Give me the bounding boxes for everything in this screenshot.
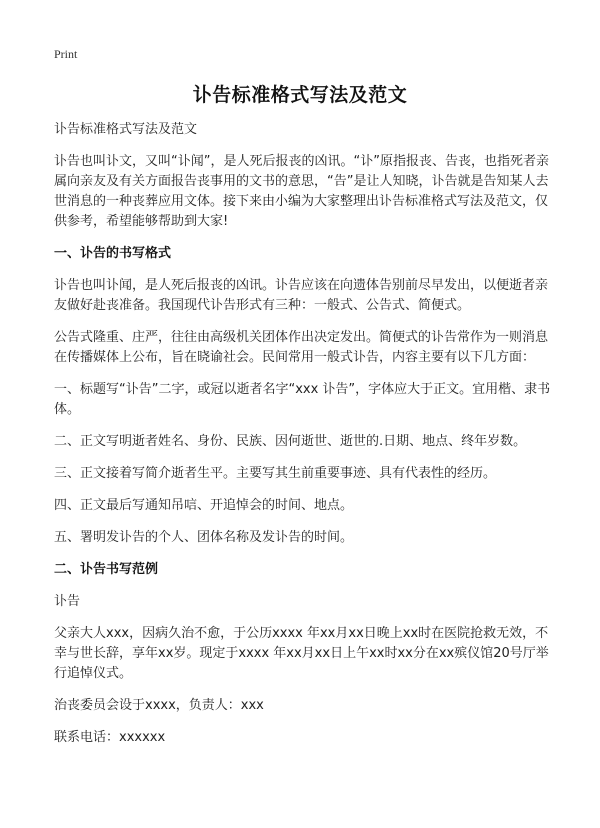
- format-item-4: 四、正文最后写通知吊唁、开追悼会的时间、地点。: [54, 498, 354, 513]
- section-heading-example: 二、讣告书写范例: [54, 562, 159, 577]
- page-title: 讣告标准格式写法及范文: [192, 84, 408, 106]
- section-heading-format: 一、讣告的书写格式: [54, 246, 172, 261]
- format-item-5: 五、署明发讣告的个人、团体名称及发讣告的时间。: [54, 530, 354, 545]
- print-link[interactable]: Print: [54, 47, 78, 61]
- intro-paragraph: 讣告也叫讣文，又叫“讣闻”，是人死后报丧的凶讯。“讣”原指报丧、告丧，也指死者亲属向亲友及有关方面报告丧事用的文书的意思，“告”是让人知晓，讣告就是告知某人去世消息的一种丧葬应用文体。接下来由小编为大家整理出讣告标准格式写法及范文，仅供参考，希望能够帮助到大家!: [54, 154, 549, 229]
- example-committee: 治丧委员会设于xxxx，负责人：xxx: [54, 698, 264, 713]
- example-body: 父亲大人xxx，因病久治不愈，于公历xxxx 年xx月xx日晚上xx时在医院抢救无效，不幸与世长辞，享年xx岁。现定于xxxx 年xx月xx日上午xx时xx分在xx殡仪馆20号厅举行追悼仪式。: [54, 626, 549, 681]
- format-paragraph-2: 公告式隆重、庄严，往往由高级机关团体作出决定发出。简便式的讣告常作为一则消息在传播媒体上公布，旨在晓谕社会。民间常用一般式讣告，内容主要有以下几方面：: [54, 330, 549, 365]
- format-item-2: 二、正文写明逝者姓名、身份、民族、因何逝世、逝世的.日期、地点、终年岁数。: [54, 434, 527, 449]
- format-item-3: 三、正文接着写简介逝者生平。主要写其生前重要事迹、具有代表性的经历。: [54, 466, 497, 481]
- article-body: [54, 120, 554, 760]
- article-subtitle: 讣告标准格式写法及范文: [54, 122, 198, 137]
- example-label: 讣告: [54, 594, 81, 609]
- format-paragraph-1: 讣告也叫讣闻，是人死后报丧的凶讯。讣告应该在向遗体告别前尽早发出，以便逝者亲友做好赴丧准备。我国现代讣告形式有三种：一般式、公告式、简便式。: [54, 278, 549, 313]
- example-phone: 联系电话：xxxxxx: [54, 730, 166, 745]
- format-item-1: 一、标题写“讣告”二字，或冠以逝者名字“xxx 讣告”，字体应大于正文。宜用楷、隶书体。: [54, 382, 551, 417]
